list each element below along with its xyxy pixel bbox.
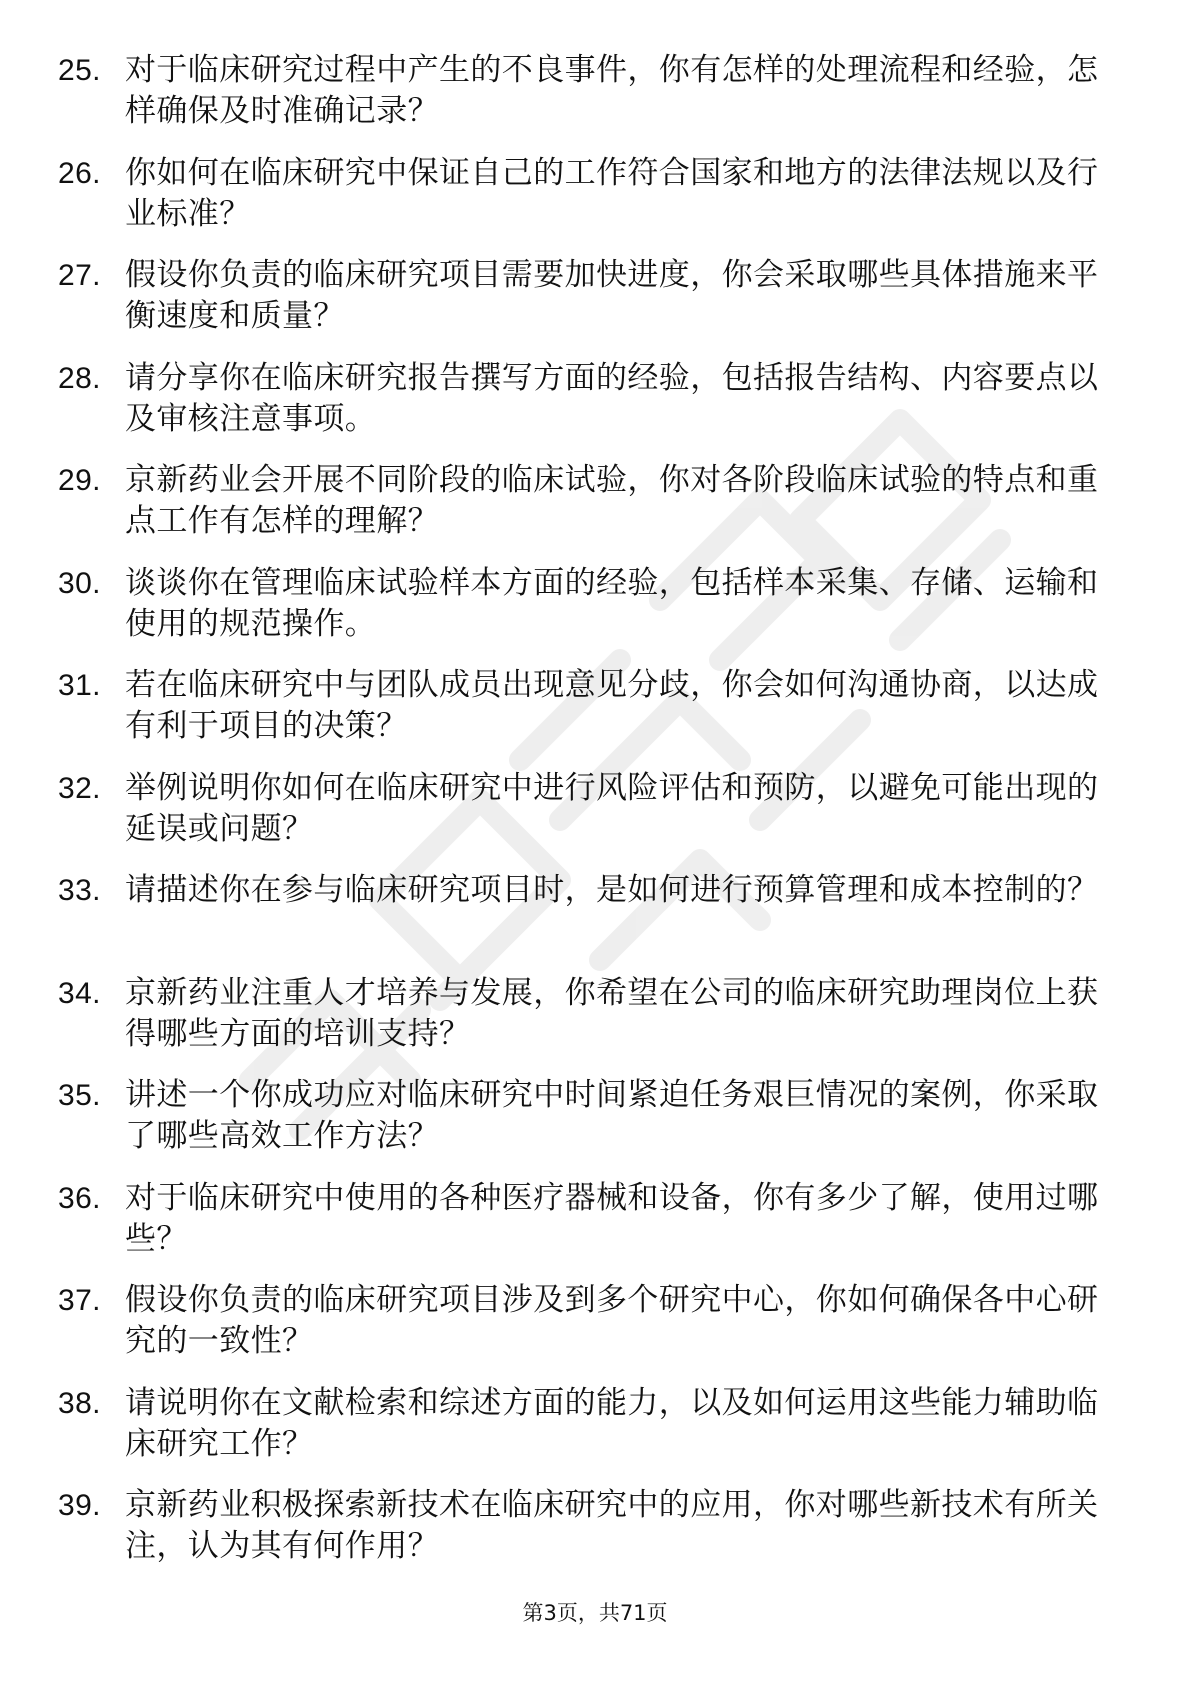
question-item	[58, 358, 1118, 440]
question-text: 京新药业会开展不同阶段的临床试验，你对各阶段临床试验的特点和重点工作有怎样的理解？	[125, 462, 1099, 539]
question-text: 你如何在临床研究中保证自己的工作符合国家和地方的法律法规以及行业标准？	[125, 154, 1099, 232]
question-item	[58, 665, 1118, 747]
question-item	[58, 460, 1118, 542]
question-item	[58, 1075, 1118, 1157]
question-number: 33.	[58, 874, 101, 907]
question-text: 请说明你在文献检索和综述方面的能力，以及如何运用这些能力辅助临床研究工作？	[125, 1384, 1099, 1462]
question-number: 36.	[58, 1181, 101, 1215]
question-item	[58, 973, 1118, 1055]
question-text: 若在临床研究中与团队成员出现意见分歧，你会如何沟通协商，以达成有利于项目的决策？	[125, 667, 1099, 744]
question-number: 28.	[58, 361, 101, 395]
question-text: 举例说明你如何在临床研究中进行风险评估和预防，以避免可能出现的延误或问题？	[125, 769, 1099, 847]
question-item	[58, 1178, 1118, 1260]
question-text: 谈谈你在管理临床试验样本方面的经验，包括样本采集、存储、运输和使用的规范操作。	[125, 564, 1099, 642]
question-text: 讲述一个你成功应对临床研究中时间紧迫任务艰巨情况的案例，你采取了哪些高效工作方法？	[125, 1077, 1099, 1154]
question-item	[58, 1383, 1118, 1465]
question-item	[58, 1280, 1118, 1362]
page-number-label: 第3页，共71页	[522, 1601, 668, 1625]
question-item	[58, 1485, 1118, 1567]
question-number: 27.	[58, 259, 101, 292]
question-number: 30.	[58, 566, 101, 600]
question-list	[58, 50, 1118, 1588]
question-item	[58, 870, 1118, 952]
question-number: 31.	[58, 669, 101, 702]
question-number: 26.	[58, 156, 101, 190]
question-number: 29.	[58, 464, 101, 497]
question-number: 32.	[58, 771, 101, 805]
question-item	[58, 153, 1118, 235]
question-text: 对于临床研究过程中产生的不良事件，你有怎样的处理流程和经验，怎样确保及时准确记录？	[125, 52, 1099, 129]
question-text: 京新药业注重人才培养与发展，你希望在公司的临床研究助理岗位上获得哪些方面的培训支持？	[125, 974, 1099, 1052]
page-footer	[0, 1597, 1190, 1627]
question-item	[58, 768, 1118, 850]
question-number: 39.	[58, 1489, 101, 1522]
question-text: 请描述你在参与临床研究项目时，是如何进行预算管理和成本控制的？	[125, 872, 1099, 908]
question-number: 25.	[58, 54, 101, 87]
question-item	[58, 50, 1118, 132]
question-number: 35.	[58, 1079, 101, 1112]
question-number: 34.	[58, 976, 101, 1010]
question-text: 京新药业积极探索新技术在临床研究中的应用，你对哪些新技术有所关注，认为其有何作用？	[125, 1487, 1099, 1564]
question-number: 38.	[58, 1386, 101, 1420]
question-item	[58, 255, 1118, 337]
question-text: 对于临床研究中使用的各种医疗器械和设备，你有多少了解，使用过哪些？	[125, 1179, 1099, 1257]
question-text: 假设你负责的临床研究项目涉及到多个研究中心，你如何确保各中心研究的一致性？	[125, 1282, 1099, 1359]
question-item	[58, 563, 1118, 645]
question-number: 37.	[58, 1284, 101, 1317]
question-text: 请分享你在临床研究报告撰写方面的经验，包括报告结构、内容要点以及审核注意事项。	[125, 359, 1099, 437]
question-text: 假设你负责的临床研究项目需要加快进度，你会采取哪些具体措施来平衡速度和质量？	[125, 257, 1099, 334]
